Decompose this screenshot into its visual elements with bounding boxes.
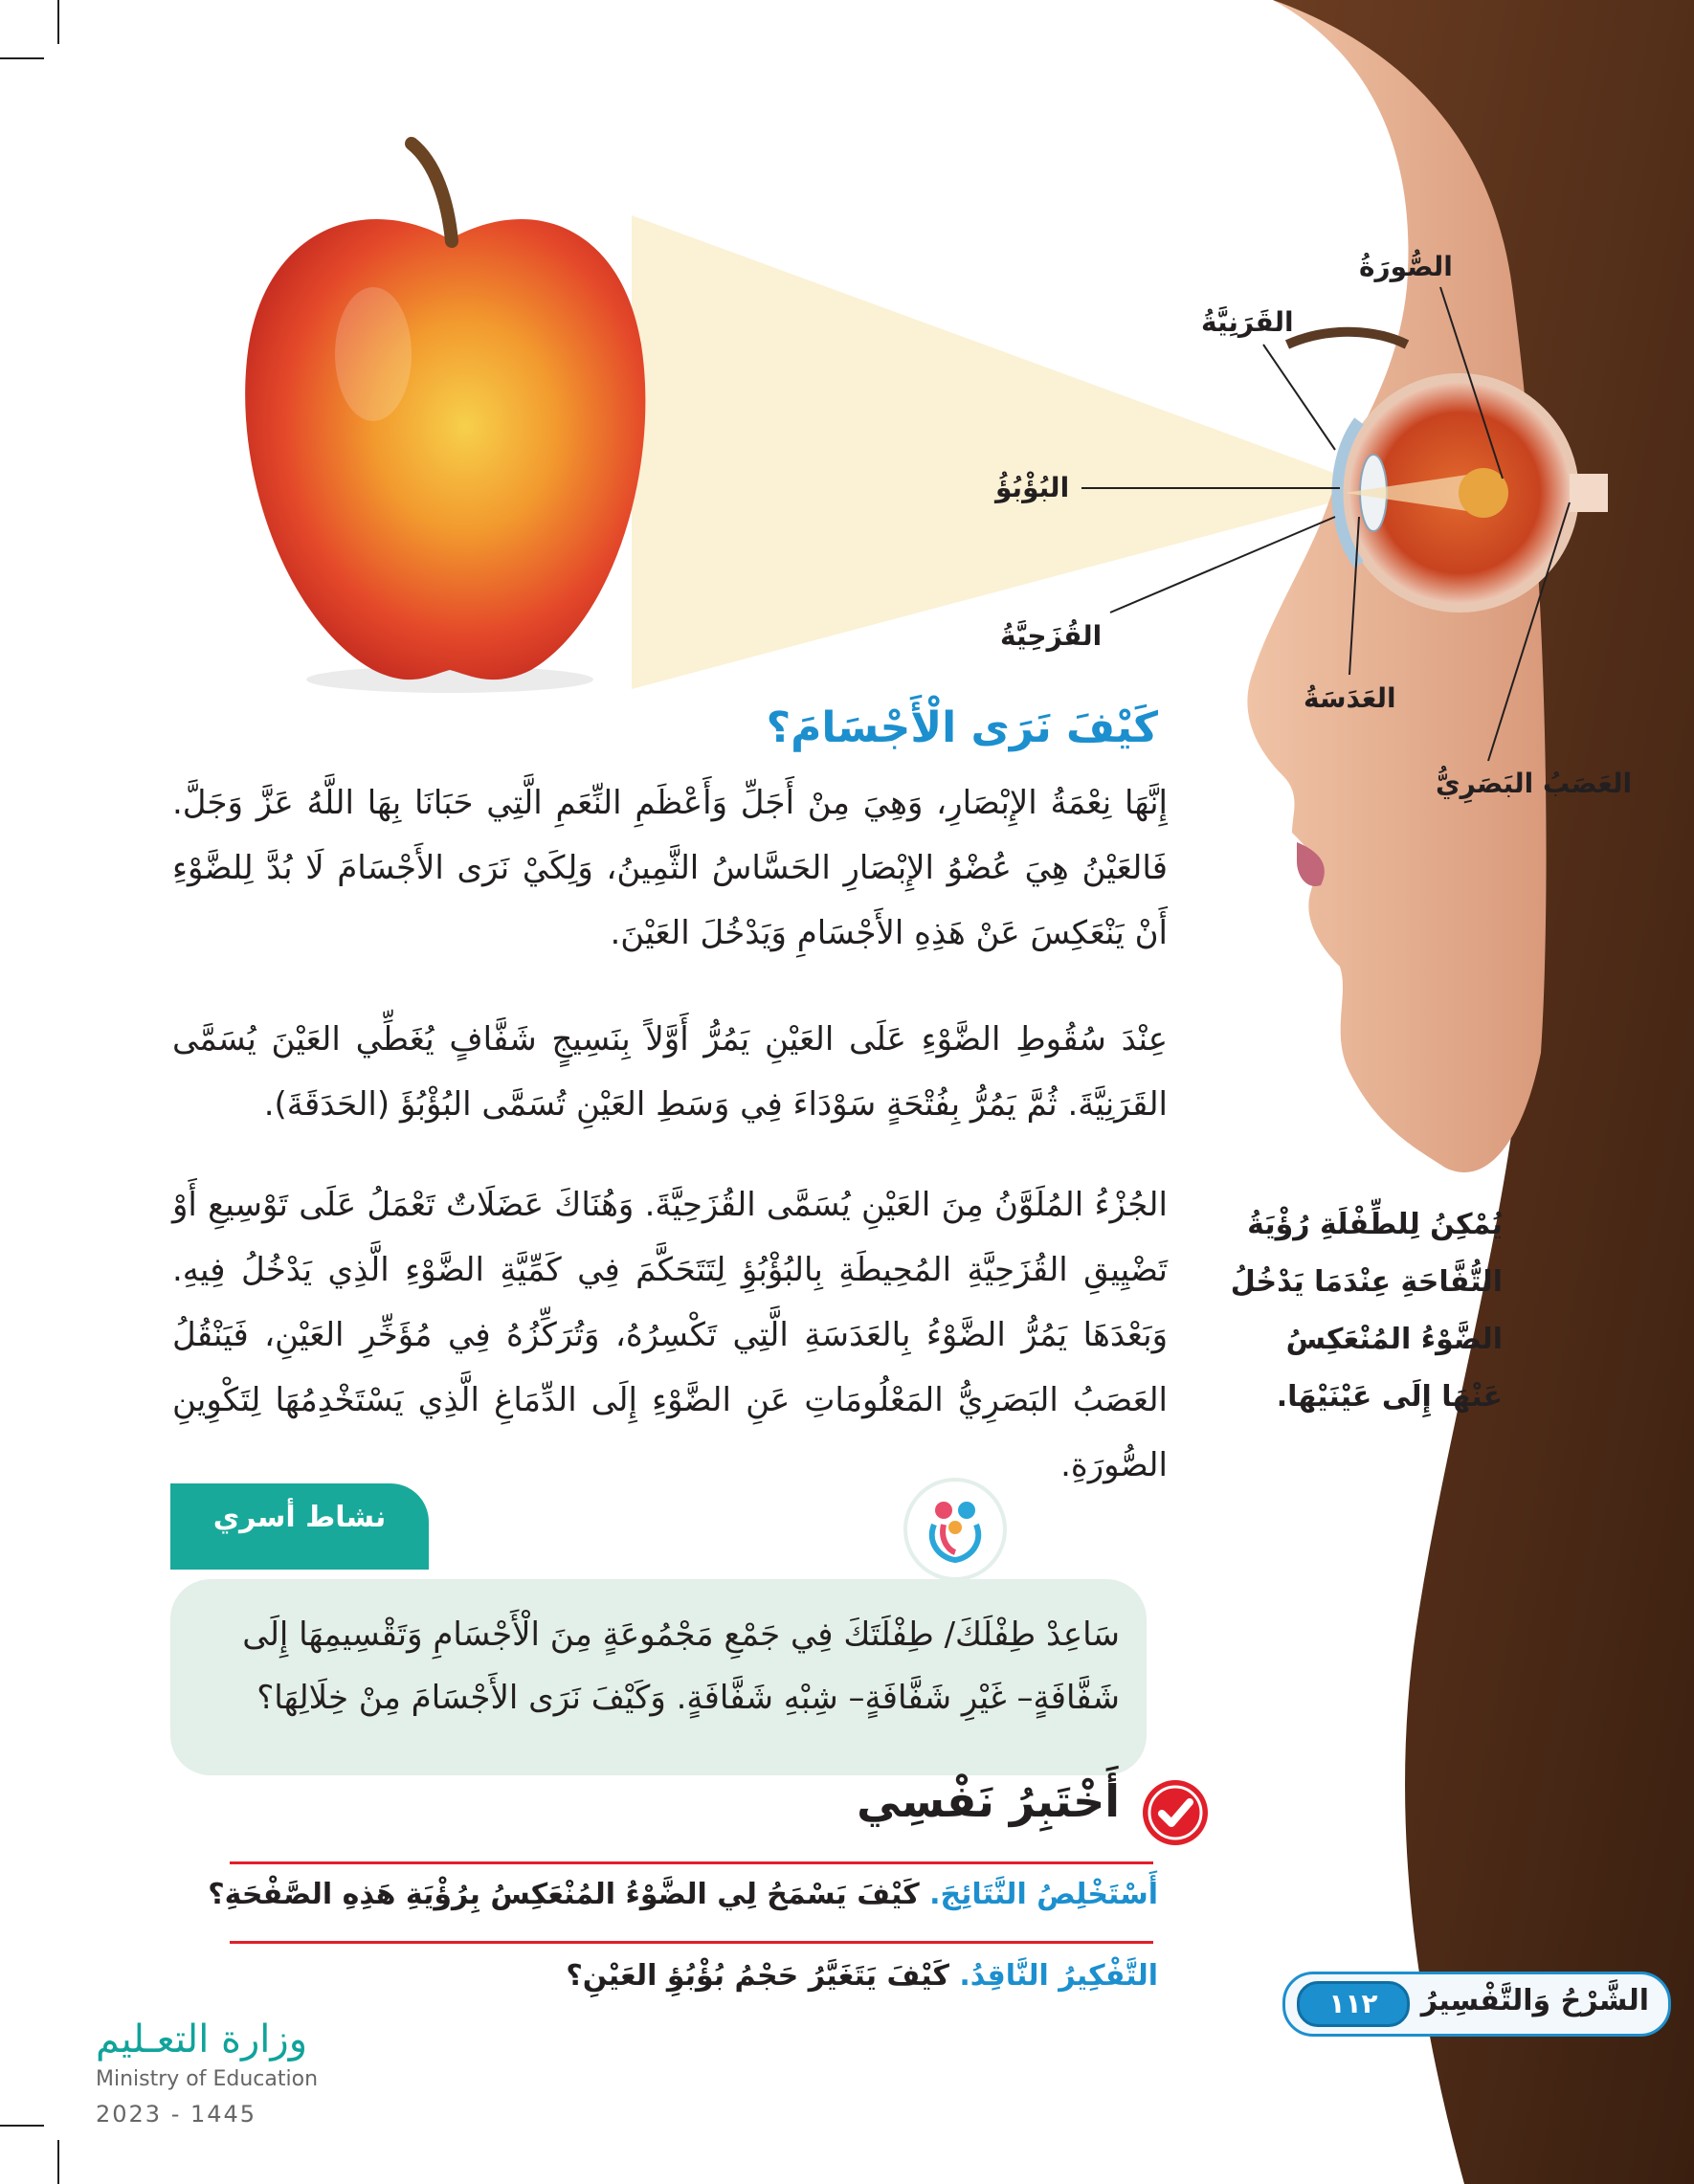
crop-mark (57, 2140, 59, 2184)
label-pupil: البُؤْبُؤُ (995, 472, 1070, 503)
family-activity-text: سَاعِدْ طِفْلَكَ/ طِفْلَتَكَ فِي جَمْعِ مَجْمُوعَةٍ مِنَ الْأَجْسَامِ وَتَقْسِيمِهَا إِلَى شَفَّافَةٍ– غَيْرِ شَفَّافَةٍ– شِبْهِ شَفَّافَةٍ. وَكَيْفَ نَرَى الأَجْسَامَ مِنْ خِلَالِهَا؟ (242, 1616, 1120, 1717)
label-iris: القُزَحِيَّةُ (1000, 620, 1103, 652)
paragraph-2: عِنْدَ سُقُوطِ الضَّوْءِ عَلَى العَيْنِ يَمُرُّ أَوَّلاً بِنَسِيجٍ شَفَّافٍ يُغَطِّي العَيْنَ يُسَمَّى القَرَنِيَّةَ. ثُمَّ يَمُرُّ بِفُتْحَةٍ سَوْدَاءَ فِي وَسَطِ العَيْنِ تُسَمَّى البُؤْبُؤَ (الحَدَقَةَ). (172, 1020, 1168, 1124)
self-test-title: أَخْتَبِرُ نَفْسِي (857, 1775, 1120, 1827)
image-caption: يُمْكِنُ لِلطِّفْلَةِ رُؤْيَةُ التُّفَّاحَةِ عِنْدَمَا يَدْخُلُ الضَّوْءُ المُنْعَكِسُ عَنْهَا إِلَى عَيْنَيْهَا. (1230, 1208, 1503, 1414)
checkmark-icon (1141, 1778, 1210, 1847)
question-2 (566, 1959, 1158, 1993)
label-lens: العَدَسَةُ (1304, 682, 1396, 714)
question-1-text: كَيْفَ يَسْمَحُ لِي الضَّوْءُ المُنْعَكِسُ بِرُؤْيَةِ هَذِهِ الصَّفْحَةِ؟ (208, 1878, 920, 1911)
divider-line (230, 1941, 1153, 1944)
label-optic-nerve: العَصَبُ البَصَرِيُّ (1436, 768, 1633, 799)
question-1-skill: أَسْتَخْلِصُ النَّتَائِجَ. (929, 1878, 1158, 1911)
paragraph-1: إِنَّهَا نِعْمَةُ الإِبْصَارِ، وَهِيَ مِنْ أَجَلِّ وَأَعْظَمِ النِّعَمِ الَّتِي حَبَانَا بِهَا اللَّهُ عَزَّ وَجَلَّ. فَالعَيْنُ هِيَ عُضْوُ الإِبْصَارِ الحَسَّاسُ الثَّمِينُ، وَلِكَيْ نَرَى الأَجْسَامَ لَا بُدَّ لِلضَّوْءِ أَنْ يَنْعَكِسَ عَنْ هَذِهِ الأَجْسَامِ وَيَدْخُلَ العَيْنَ. (172, 784, 1168, 952)
edition-year: 2023 - 1445 (96, 2101, 257, 2128)
page-number-badge (1297, 1981, 1410, 2027)
label-cornea: القَرَنِيَّةُ (1201, 306, 1294, 338)
footer-section-title: الشَّرْحُ وَالتَّفْسِيرُ (1420, 1984, 1649, 2017)
family-activity-tab (170, 1483, 429, 1570)
question-1 (208, 1878, 1158, 1911)
page-footer (1282, 1972, 1671, 2037)
divider-line (230, 1861, 1153, 1864)
family-icon (903, 1478, 1007, 1581)
question-2-text: كَيْفَ يَتَغَيَّرُ حَجْمُ بُؤْبُؤِ العَيْنِ؟ (566, 1959, 949, 1993)
label-image: الصُّورَةُ (1359, 251, 1453, 282)
family-activity-label: نشاط أسري (212, 1501, 387, 1534)
paragraph-3: الجُزْءُ المُلَوَّنُ مِنَ العَيْنِ يُسَمَّى القُزَحِيَّةَ. وَهُنَاكَ عَضَلَاتٌ تَعْمَلُ عَلَى تَوْسِيعِ أَوْ تَضْيِيقِ القُزَحِيَّةِ المُحِيطَةِ بِالبُؤْبُؤِ لِتَتَحَكَّمَ فِي كَمِّيَّةِ الضَّوْءِ الَّذِي يَدْخُلُ فِيهِ. وَبَعْدَهَا يَمُرُّ الضَّوْءُ بِالعَدَسَةِ الَّتِي تَكْسِرُهُ، وَتُرَكِّزُهُ فِي مُؤَخِّرِ العَيْنِ، فَيَنْقُلُ العَصَبُ البَصَرِيُّ المَعْلُومَاتِ عَنِ الضَّوْءِ إِلَى الدِّمَاغِ الَّذِي يَسْتَخْدِمُهَا لِتَكْوِينِ الصُّورَةِ. (172, 1186, 1168, 1484)
section-heading: كَيْفَ نَرَى الْأَجْسَامَ؟ (766, 703, 1158, 752)
ministry-logo-english: Ministry of Education (96, 2067, 319, 2091)
crop-mark (0, 2125, 44, 2127)
ministry-logo-arabic: وزارة التعـليم (96, 2017, 308, 2061)
page-number: ١١٢ (1328, 1988, 1378, 2019)
question-2-skill: التَّفْكِيرُ النَّاقِدُ. (959, 1959, 1158, 1993)
